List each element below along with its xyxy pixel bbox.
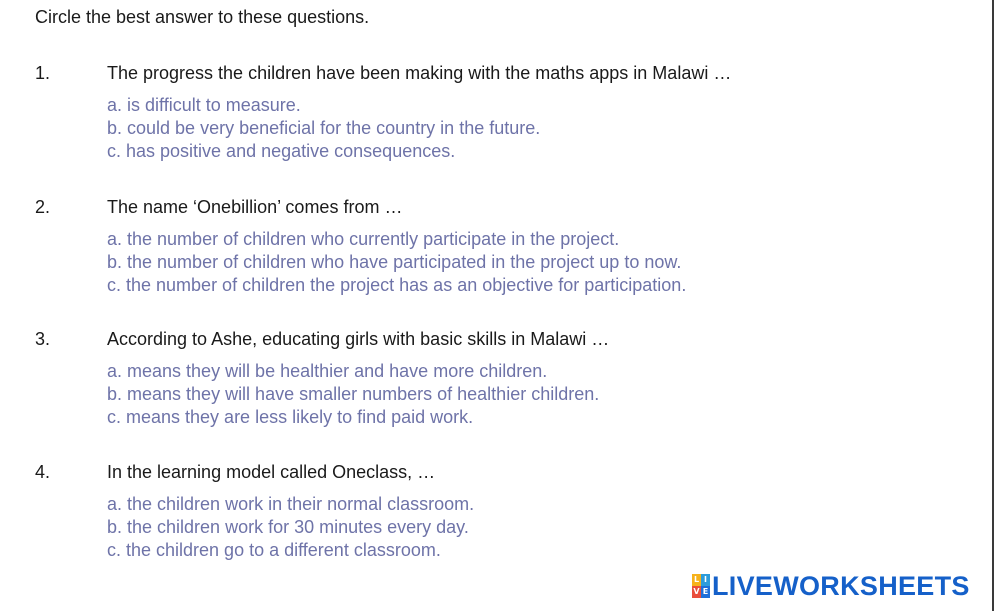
answer-option-c[interactable]: c. has positive and negative consequences.	[107, 141, 456, 161]
answer-option-c[interactable]: c. the number of children the project has as an objective for participation.	[107, 275, 687, 295]
question-4	[35, 461, 975, 560]
question-header	[35, 196, 975, 218]
answer-option-b[interactable]: b. means they will have smaller numbers of healthier children.	[107, 384, 600, 404]
question-number: 2.	[35, 197, 51, 217]
question-text: The name ‘Onebillion’ comes from …	[107, 197, 403, 217]
question-text: According to Ashe, educating girls with basic skills in Malawi …	[107, 329, 610, 349]
answer-option-c[interactable]: c. the children go to a different classroom.	[107, 540, 441, 560]
question-number: 3.	[35, 329, 51, 349]
answer-option-a[interactable]: a. the number of children who currently participate in the project.	[107, 229, 620, 249]
answer-option-a[interactable]: a. the children work in their normal classroom.	[107, 494, 475, 514]
question-number: 1.	[35, 63, 51, 83]
question-number: 4.	[35, 462, 51, 482]
answer-option-a[interactable]: a. means they will be healthier and have more children.	[107, 361, 548, 381]
question-text: The progress the children have been making with the maths apps in Malawi …	[107, 63, 732, 83]
liveworksheets-logo[interactable]	[692, 572, 970, 600]
answer-option-b[interactable]: b. the children work for 30 minutes every day.	[107, 517, 469, 537]
answer-options	[107, 228, 686, 297]
liveworksheets-logo-text: LIVEWORKSHEETS	[712, 571, 970, 601]
answer-option-c[interactable]: c. means they are less likely to find paid work.	[107, 407, 474, 427]
answer-option-a[interactable]: a. is difficult to measure.	[107, 95, 301, 115]
answer-options	[107, 94, 540, 163]
logo-mark-letter: I	[701, 574, 710, 586]
question-3	[35, 328, 975, 427]
question-2	[35, 196, 975, 295]
answer-option-b[interactable]: b. could be very beneficial for the country in the future.	[107, 118, 541, 138]
answer-options	[107, 493, 474, 562]
answer-options	[107, 360, 599, 429]
question-header	[35, 328, 975, 350]
answer-option-b[interactable]: b. the number of children who have participated in the project up to now.	[107, 252, 682, 272]
question-text: In the learning model called Oneclass, …	[107, 462, 436, 482]
question-1	[35, 62, 975, 161]
page-border-line	[992, 0, 994, 611]
instruction-text: Circle the best answer to these questions.	[35, 7, 370, 27]
question-header	[35, 461, 975, 483]
liveworksheets-logo-icon	[692, 574, 710, 598]
question-header	[35, 62, 975, 84]
logo-mark-letter: V	[693, 587, 700, 596]
logo-mark-letter: E	[702, 587, 709, 596]
logo-mark-letter: L	[693, 575, 700, 584]
